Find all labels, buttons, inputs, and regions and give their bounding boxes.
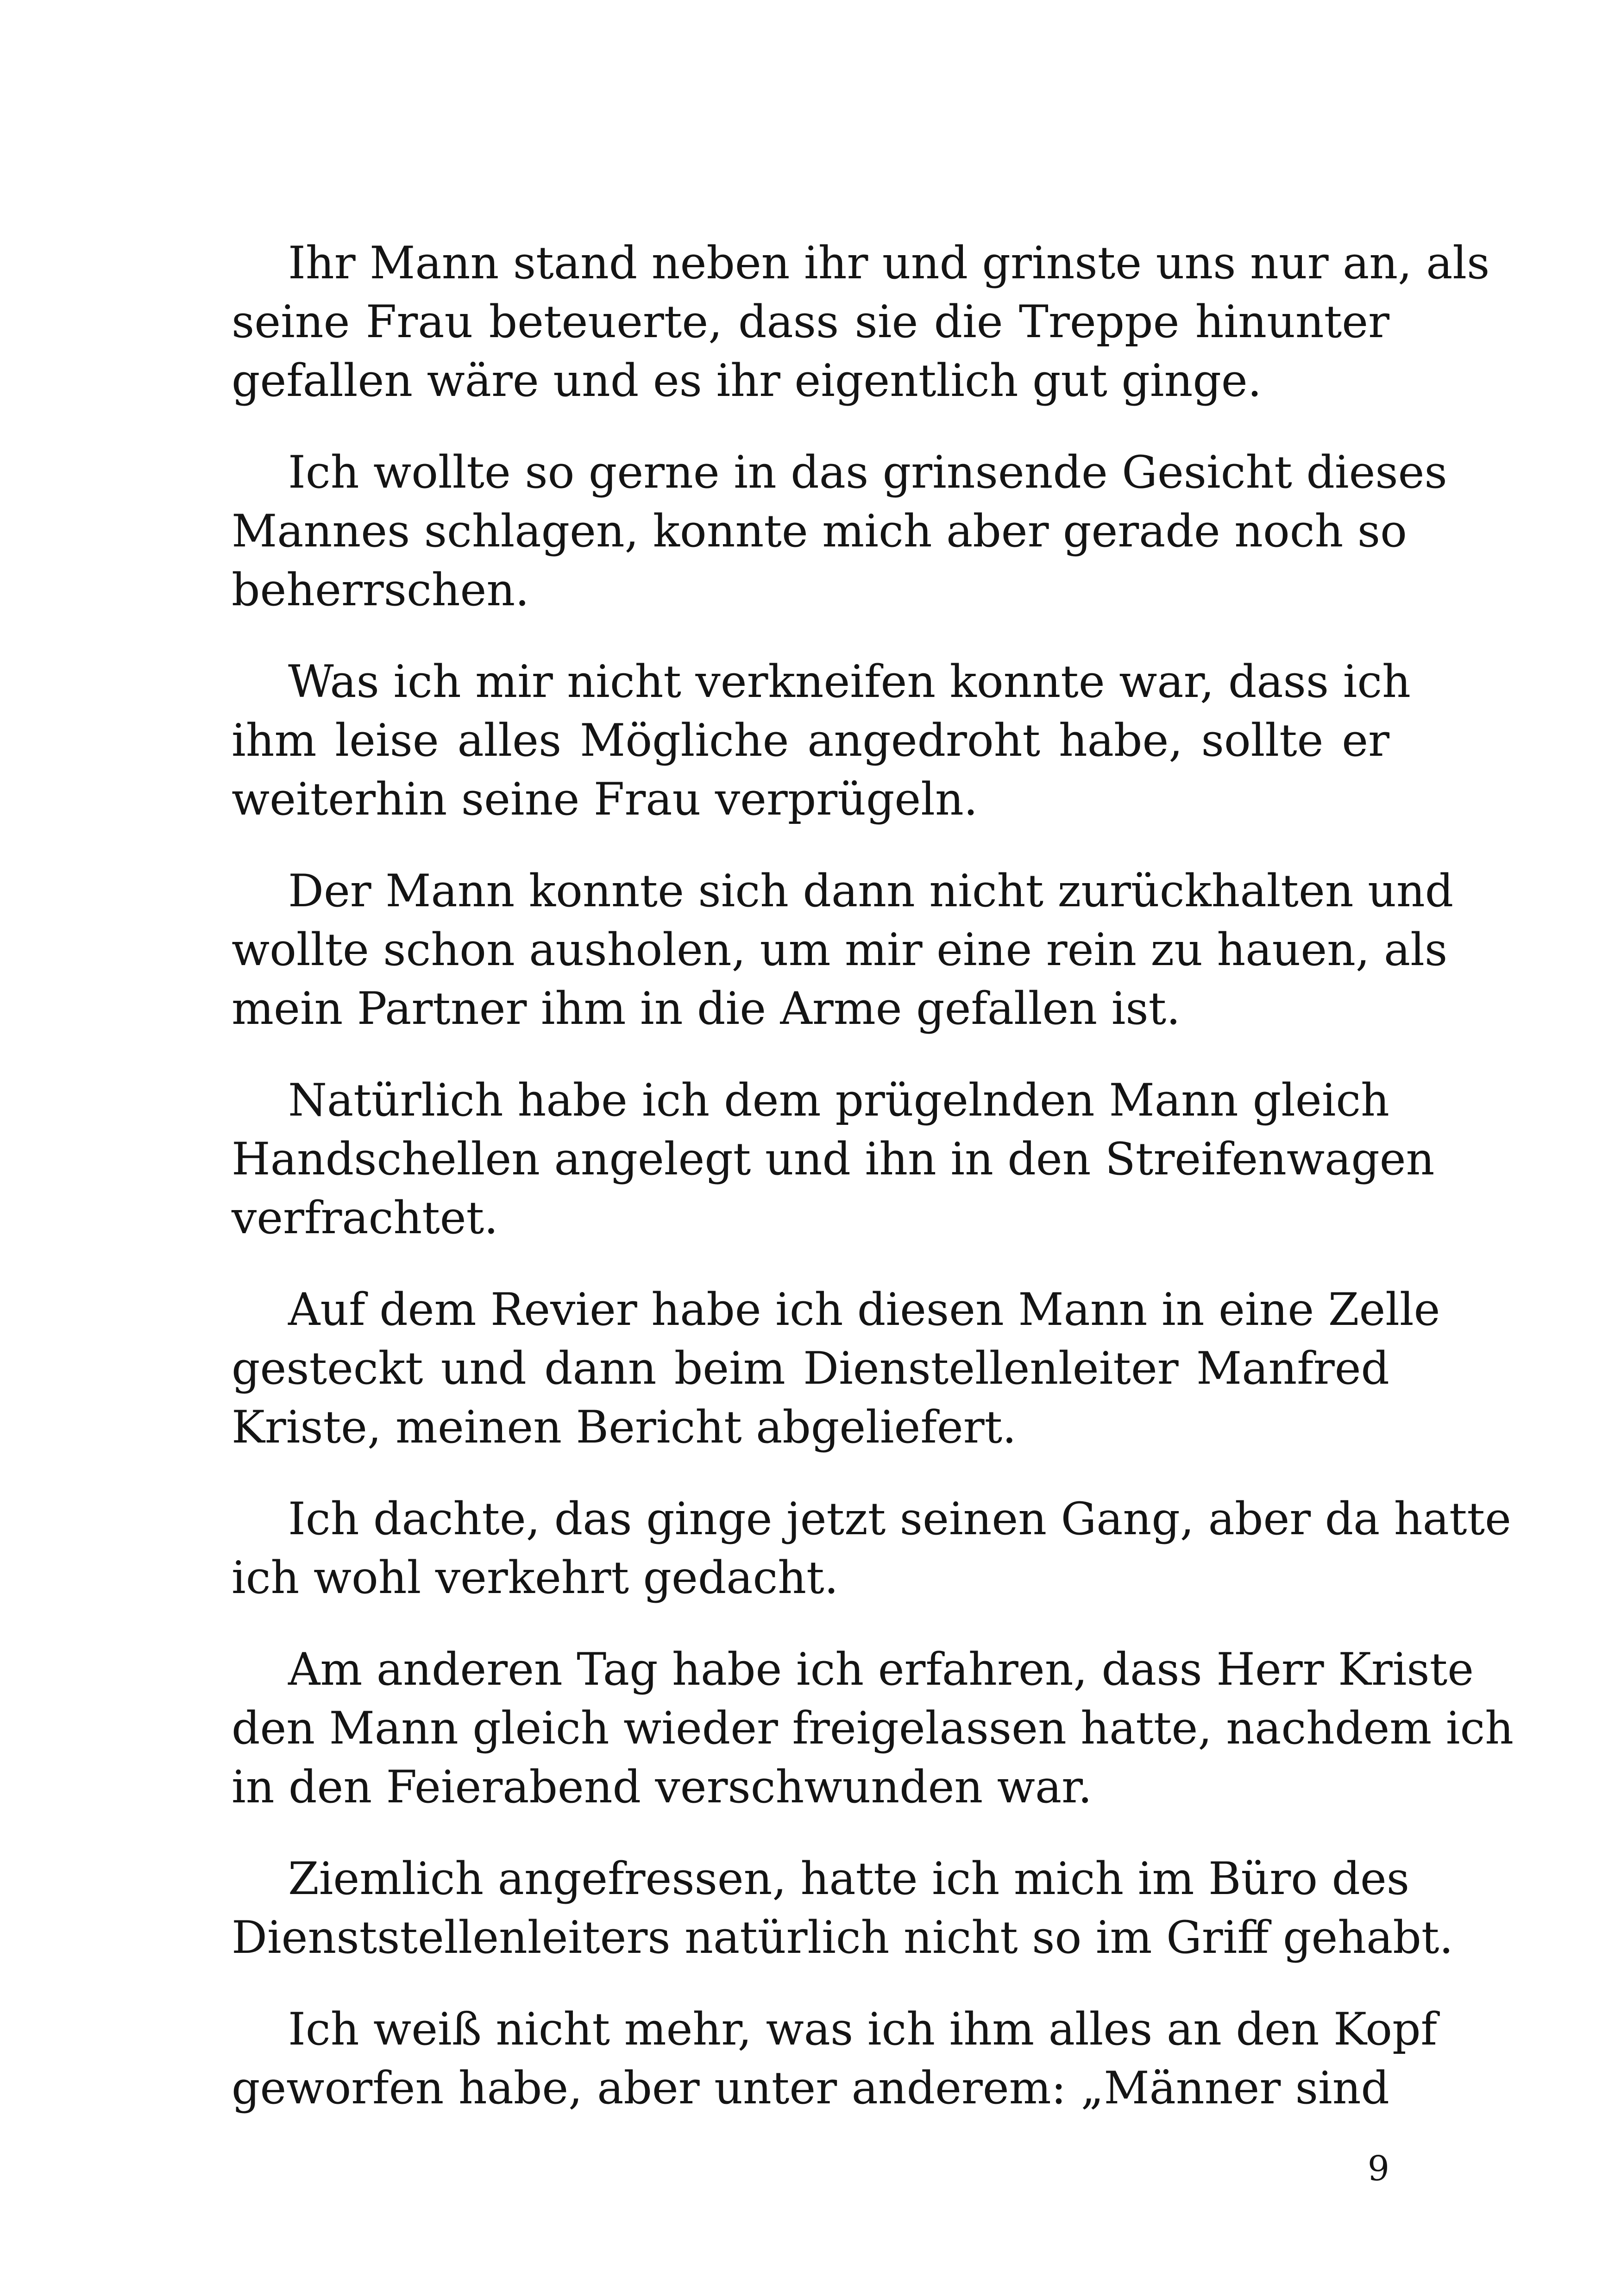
paragraph [232,1850,1453,1967]
text-line: gesteckt und dann beim Dienstellenleiter Manfred [232,1342,1389,1394]
text-line: Natürlich habe ich dem prügelnden Mann gleich [288,1074,1389,1126]
text-line: Mannes schlagen, konnte mich aber gerade noch so [232,505,1407,557]
text-line: seine Frau beteuerte, dass sie die Treppe hinunter [232,296,1389,348]
text-line: geworfen habe, aber unter anderem: „Männer sind [232,2062,1389,2114]
text-line: Ich weiß nicht mehr, was ich ihm alles an den Kopf [288,2003,1438,2055]
text-line: ihm leise alles Mögliche angedroht habe, sollte er [232,715,1389,766]
paragraph [232,1640,1514,1817]
text-line: Was ich mir nicht verkneifen konnte war, dass ich [288,656,1411,708]
paragraph [232,2000,1438,2118]
paragraph [232,443,1447,620]
text-line: weiterhin seine Frau verprügeln. [232,773,978,825]
text-line: den Mann gleich wieder freigelassen hatte, nachdem ich [232,1702,1514,1754]
text-line: verfrachtet. [232,1192,498,1244]
text-line: Ziemlich angefressen, hatte ich mich im Büro des [288,1853,1410,1905]
text-line: Ich dachte, das ginge jetzt seinen Gang, aber da hatte [288,1493,1511,1545]
text-line: Handschellen angelegt und ihn in den Streifenwagen [232,1133,1435,1185]
text-line: wollte schon ausholen, um mir eine rein zu hauen, als [232,924,1448,976]
text-line: Der Mann konnte sich dann nicht zurückhalten und [288,865,1454,917]
text-line: Dienststellenleiters natürlich nicht so im Griff gehabt. [232,1912,1453,1964]
text-line: Kriste, meinen Bericht abgeliefert. [232,1401,1017,1453]
text-line: in den Feierabend verschwunden war. [232,1761,1093,1813]
text-line: Am anderen Tag habe ich erfahren, dass Herr Kriste [288,1644,1474,1695]
text-line: Auf dem Revier habe ich diesen Mann in eine Zelle [288,1284,1440,1336]
text-line: gefallen wäre und es ihr eigentlich gut ginge. [232,355,1262,407]
body-text [232,234,1514,2151]
text-line: mein Partner ihm in die Arme gefallen ist. [232,983,1181,1035]
paragraph [232,1490,1511,1607]
paragraph [232,234,1490,410]
paragraph [232,652,1411,829]
paragraph [232,1280,1440,1457]
text-line: beherrschen. [232,564,529,616]
page-number: 9 [1367,2149,1389,2189]
text-line: Ihr Mann stand neben ihr und grinste uns nur an, als [288,237,1490,289]
text-line: Ich wollte so gerne in das grinsende Gesicht dieses [288,446,1447,498]
text-line: ich wohl verkehrt gedacht. [232,1552,839,1604]
paragraph [232,1071,1435,1248]
paragraph [232,862,1454,1038]
